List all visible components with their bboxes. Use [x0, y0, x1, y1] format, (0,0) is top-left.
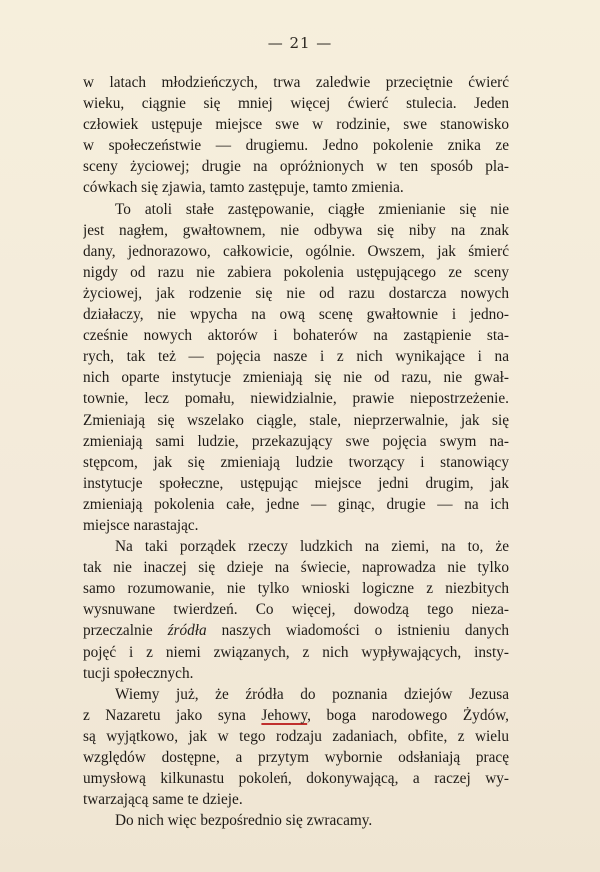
- text-line: zmieniają pokolenia całe, jedne — ginąc, drugie — na ich: [83, 495, 509, 513]
- text-line: pojęć i z niemi związanych, z nich wypływających, insty-: [83, 643, 509, 661]
- text-line: townie, lecz pomału, niewidzialnie, prawie niepostrzeżenie.: [83, 390, 509, 408]
- page-number: — 21 —: [267, 34, 333, 52]
- text-line: względów dostępne, a przytym wybornie odsłaniają pracę: [83, 749, 509, 766]
- text-line: cówkach się zjawia, tamto zastępuje, tamto zmienia.: [83, 179, 404, 197]
- text-line: Zmieniają się wszelako ciągle, stale, nieprzerwalnie, jak się: [83, 411, 509, 429]
- text-line: życiowej, jak rodzenie się nie od razu dostarcza nowych: [83, 284, 509, 302]
- text-line: samo rozumowanie, nie tylko wnioski logiczne z niezbitych: [83, 580, 509, 598]
- text-line: nich oparte instytucje zmieniają się nie od razu, nie gwał-: [83, 369, 509, 387]
- text-line: instytucje społeczne, ustępując miejsce jedni drugim, jak: [83, 474, 509, 492]
- text-line: nigdy od razu nie zabiera pokolenia ustępującego ze sceny: [83, 263, 509, 281]
- text-line: działaczy, nie wpycha na ową scenę gwałtownie i jedno-: [83, 306, 509, 324]
- text-fragment: , boga narodowego Żydów,: [307, 706, 509, 724]
- body-text: [83, 72, 509, 831]
- text-line: Na taki porządek rzeczy ludzkich na ziemi, na to, że: [115, 538, 509, 556]
- text-line: w latach młodzieńczych, trwa zaledwie przeciętnie ćwierć: [83, 74, 509, 91]
- text-line: [83, 705, 509, 726]
- text-line: dany, jednorazowo, całkowicie, ogólnie. Owszem, jak śmierć: [83, 242, 509, 260]
- text-line: tak nie inaczej się dzieje na świecie, naprowadza nie tylko: [83, 559, 509, 577]
- text-line: człowiek ustępuje miejsce swe w rodzinie, swe stanowisko: [83, 116, 509, 134]
- text-line: [83, 620, 509, 641]
- text-line: są wyjątkowo, jak w tego rodzaju zadaniach, obfite, z wielu: [83, 727, 509, 745]
- text-line: stępcom, jak się zmieniają ludzie tworzący i stanowiący: [83, 453, 509, 471]
- text-line: cześnie nowych aktorów i bohaterów na zastąpienie sta-: [83, 327, 509, 345]
- text-line: twarzającą same te dzieje.: [83, 791, 243, 809]
- text-line: wysnuwane twierdzeń. Co więcej, dowodzą tego nieza-: [83, 601, 509, 619]
- text-line: To atoli stałe zastępowanie, ciągłe zmienianie się nie: [115, 200, 509, 218]
- text-line: miejsce narastając.: [83, 516, 199, 534]
- text-line: Wiemy już, że źródła do poznania dziejów Jezusa: [115, 685, 509, 703]
- text-line: sceny życiowej; drugie na opróżnionych w ten sposób pla-: [83, 158, 509, 176]
- text-line: rych, tak też — pojęcia nasze i z nich wynikające i na: [83, 348, 509, 366]
- text-fragment: z Nazaretu jako syna: [83, 706, 246, 724]
- text-line: tucji społecznych.: [83, 664, 194, 682]
- text-line: jest nagłem, gwałtownem, nie odbywa się niby na znak: [83, 221, 509, 239]
- text-line: umysłową kilkunastu pokoleń, dokonywającą, a raczej wy-: [83, 770, 509, 788]
- text-line: wieku, ciągnie się mniej więcej ćwierć stulecia. Jeden: [83, 95, 509, 113]
- text-line: zmieniają sami ludzie, przekazujący swe pojęcia swym na-: [83, 432, 509, 450]
- text-fragment: naszych wiadomości o istnieniu danych: [221, 622, 509, 640]
- text-line: w społeczeństwie — drugiemu. Jedno pokolenie znika ze: [83, 137, 509, 155]
- underlined-word: Jehowy: [261, 706, 308, 724]
- text-line: Do nich więc bezpośrednio się zwracamy.: [115, 812, 373, 830]
- emphasized-word: źródła: [167, 622, 207, 640]
- text-fragment: przeczalnie: [83, 622, 153, 640]
